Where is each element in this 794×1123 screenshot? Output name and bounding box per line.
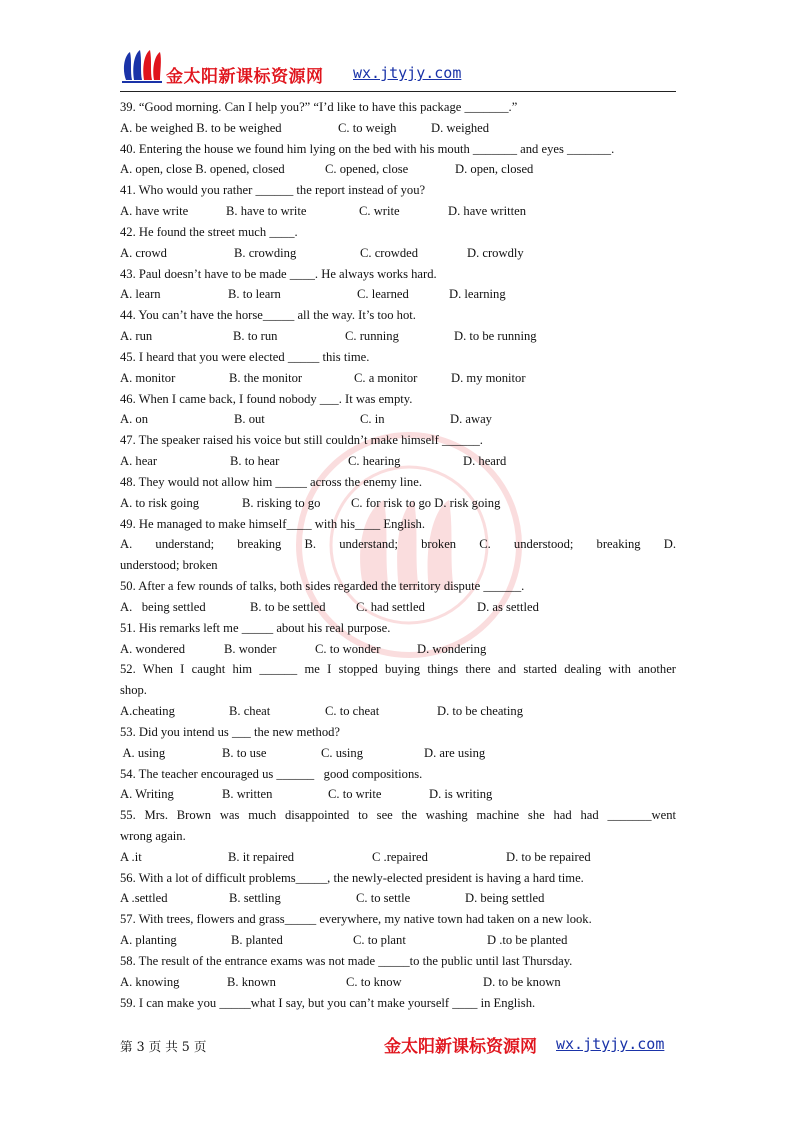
options-row <box>120 847 676 868</box>
site-link[interactable]: wx.jtyjy.com <box>353 64 462 82</box>
option: A. being settled <box>120 599 206 614</box>
option: A. to risk going <box>120 495 200 510</box>
option: A .it <box>120 849 142 864</box>
brand-name: 金太阳新课标资源网 <box>166 67 324 87</box>
option: C. crowded <box>360 245 419 260</box>
options-row <box>120 743 676 764</box>
option: A. be weighed B. to be weighed <box>120 120 282 135</box>
question-stem: 46. When I came back, I found nobody ___. It was empty. <box>120 391 413 406</box>
option: B. to run <box>233 329 278 344</box>
option: A. wondered <box>120 641 186 656</box>
options-row <box>120 326 676 347</box>
question-stem: 59. I can make you _____what I say, but you can’t make yourself ____ in English. <box>120 995 536 1010</box>
option: D. is writing <box>429 787 493 802</box>
option: A. planting <box>120 933 177 948</box>
option: C. running <box>345 329 399 344</box>
question-stem-continued: shop. <box>120 683 147 698</box>
options-row <box>120 930 676 951</box>
option: C. had settled <box>356 599 425 614</box>
option: C. a monitor <box>354 370 418 385</box>
option: B. to learn <box>228 287 281 302</box>
option: B. crowding <box>234 245 297 260</box>
option: A. hear <box>120 454 158 469</box>
option: B. to use <box>222 745 267 760</box>
option: D. heard <box>463 454 507 469</box>
option: C. learned <box>357 287 409 302</box>
option: A. open, close B. opened, closed <box>120 162 285 177</box>
option: B. known <box>227 974 276 989</box>
option: D .to be planted <box>487 933 568 948</box>
question-stem: 52. When I caught him ______ me I stopped buying things there and started dealing with another <box>120 662 676 677</box>
sun-logo-icon <box>120 46 164 86</box>
options-row <box>120 368 676 389</box>
option: A. run <box>120 329 153 344</box>
option: A. knowing <box>120 974 180 989</box>
option: B. to hear <box>230 454 280 469</box>
options-row <box>120 888 676 909</box>
option: D. to be cheating <box>437 704 524 719</box>
question-stem: 40. Entering the house we found him lying on the bed with his mouth _______ and eyes _______. <box>120 141 615 156</box>
option: D. to be running <box>454 329 537 344</box>
footer-brand: 金太阳新课标资源网 <box>384 1037 537 1057</box>
option: A. learn <box>120 287 161 302</box>
option: B. settling <box>229 891 281 906</box>
option: C. to cheat <box>325 704 380 719</box>
question-stem: 56. With a lot of difficult problems_____, the newly-elected president is having a hard time. <box>120 870 584 885</box>
question-stem: 47. The speaker raised his voice but still couldn’t make himself ______. <box>120 433 483 448</box>
option: D. weighed <box>431 120 490 135</box>
option: C. to know <box>346 974 402 989</box>
option: D. wondering <box>417 641 487 656</box>
option: D. open, closed <box>455 162 534 177</box>
question-stem-continued: wrong again. <box>120 828 186 843</box>
options-row <box>120 784 676 805</box>
question-stem: 53. Did you intend us ___ the new method? <box>120 724 341 739</box>
option: C. in <box>360 412 385 427</box>
question-stem: 57. With trees, flowers and grass_____ everywhere, my native town had taken on a new look. <box>120 912 592 927</box>
question-stem: 42. He found the street much ____. <box>120 224 298 239</box>
option: C. to weigh <box>338 120 397 135</box>
option: D. being settled <box>465 891 545 906</box>
option: B. have to write <box>226 204 307 219</box>
option: A. Writing <box>120 787 174 802</box>
options-row <box>120 493 676 514</box>
option: D. crowdly <box>467 245 524 260</box>
question-stem: 45. I heard that you were elected _____ this time. <box>120 349 370 364</box>
option: B. wonder <box>224 641 277 656</box>
question-stem: 44. You can’t have the horse_____ all the way. It’s too hot. <box>120 308 416 323</box>
option: C. to plant <box>353 933 406 948</box>
option: A. have write <box>120 204 189 219</box>
option: A. on <box>120 412 148 427</box>
options-row <box>120 243 676 264</box>
option: D. as settled <box>477 599 539 614</box>
question-stem: 58. The result of the entrance exams was not made _____to the public until last Thursday. <box>120 953 573 968</box>
question-stem: 51. His remarks left me _____ about his real purpose. <box>120 620 391 635</box>
option: C. for risk to go D. risk going <box>351 495 501 510</box>
option: C. hearing <box>348 454 401 469</box>
question-stem: 55. Mrs. Brown was much disappointed to see the washing machine she had had _______went <box>120 808 676 823</box>
option: A.cheating <box>120 704 175 719</box>
option: B. out <box>234 412 265 427</box>
question-stem: 54. The teacher encouraged us ______ good compositions. <box>120 766 423 781</box>
option: B. planted <box>231 933 283 948</box>
options-row <box>120 118 676 139</box>
options-row: A. understand; breaking B. understand; broken C. understood; breaking D. <box>120 537 676 552</box>
option: C. to settle <box>356 891 411 906</box>
option: A .settled <box>120 891 168 906</box>
page-header <box>120 42 676 92</box>
options-row <box>120 159 676 180</box>
options-row <box>120 597 676 618</box>
question-list <box>120 97 676 1013</box>
option: A. using <box>120 745 166 760</box>
option: C. using <box>321 745 363 760</box>
option: D. away <box>450 412 492 427</box>
option: C .repaired <box>372 849 428 864</box>
question-stem: 39. “Good morning. Can I help you?” “I’d like to have this package _______.” <box>120 100 518 114</box>
options-row <box>120 972 676 993</box>
question-stem: 48. They would not allow him _____ across the enemy line. <box>120 474 422 489</box>
option: D. my monitor <box>451 370 526 385</box>
option: C. opened, close <box>325 162 409 177</box>
option: C. to write <box>328 787 382 802</box>
option: D. learning <box>449 287 506 302</box>
option: B. to be settled <box>250 599 326 614</box>
option: A. monitor <box>120 370 176 385</box>
option: C. write <box>359 204 400 219</box>
option: B. written <box>222 787 273 802</box>
options-row <box>120 451 676 472</box>
options-row <box>120 284 676 305</box>
option: D. have written <box>448 204 526 219</box>
options-row <box>120 201 676 222</box>
options-row <box>120 409 676 430</box>
page-number: 第 3 页 共 5 页 <box>120 1039 207 1054</box>
options-row <box>120 701 676 722</box>
option: B. it repaired <box>228 849 295 864</box>
question-stem: 43. Paul doesn’t have to be made ____. He always works hard. <box>120 266 437 281</box>
option: D. are using <box>424 745 486 760</box>
option: D. to be known <box>483 974 561 989</box>
question-stem: 41. Who would you rather ______ the report instead of you? <box>120 183 426 198</box>
option: B. risking to go <box>242 495 321 510</box>
options-row <box>120 639 676 660</box>
question-stem: 50. After a few rounds of talks, both sides regarded the territory dispute ______. <box>120 579 525 594</box>
option: C. to wonder <box>315 641 381 656</box>
option: A. crowd <box>120 245 167 260</box>
option: B. the monitor <box>229 370 303 385</box>
header-rule <box>120 91 676 92</box>
option: D. to be repaired <box>506 849 591 864</box>
footer-site-link[interactable]: wx.jtyjy.com <box>556 1035 665 1053</box>
options-row-continued: understood; broken <box>120 558 218 573</box>
question-stem: 49. He managed to make himself____ with his____ English. <box>120 516 426 531</box>
option: B. cheat <box>229 704 271 719</box>
